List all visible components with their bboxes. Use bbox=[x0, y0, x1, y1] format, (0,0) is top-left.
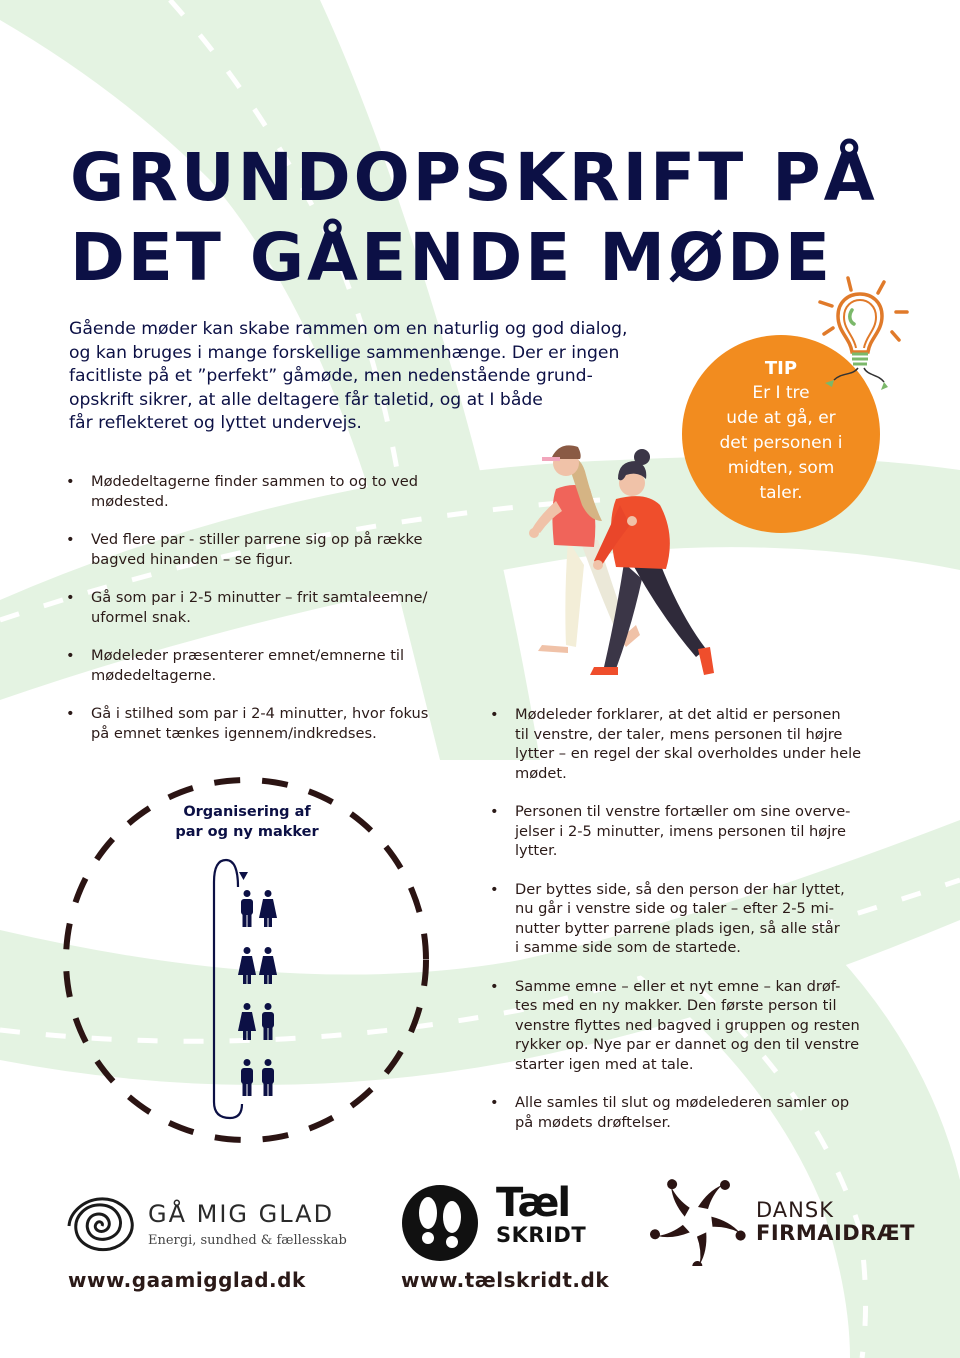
step-text: venstre flyttes ned bagved i gruppen og resten bbox=[515, 1016, 860, 1034]
step-text: nutter bytter parrene plads igen, så alle står bbox=[515, 919, 840, 937]
bullet: • bbox=[66, 589, 75, 606]
step-text: Personen til venstre fortæller om sine overve- bbox=[515, 803, 851, 820]
bullet: • bbox=[490, 880, 499, 898]
diagram-title-line: par og ny makker bbox=[175, 824, 319, 840]
step-text: til venstre, der taler, mens personen til højre bbox=[515, 725, 843, 743]
tip-line: midten, som bbox=[727, 458, 835, 478]
step-text: starter igen med at tale. bbox=[515, 1055, 694, 1073]
step-text: rykker op. Nye par er dannet og den til venstre bbox=[515, 1036, 860, 1053]
diagram-title-line: Organisering af bbox=[183, 804, 311, 820]
tip-title: TIP bbox=[764, 358, 798, 379]
man-icon bbox=[262, 1059, 274, 1096]
people-icons bbox=[238, 890, 277, 1096]
dansk-firmaidraet-logo bbox=[650, 1176, 916, 1266]
step-text: jelser i 2-5 minutter, imens personen til højre bbox=[515, 822, 846, 840]
steps-list-right bbox=[490, 705, 910, 1151]
tip-line: taler. bbox=[759, 483, 803, 503]
step-text: på mødets drøftelser. bbox=[515, 1113, 671, 1131]
pair-organisation-diagram bbox=[52, 772, 442, 1154]
bullet: • bbox=[490, 1094, 499, 1111]
step-text: i samme side som de startede. bbox=[515, 939, 741, 956]
diagram-title bbox=[52, 802, 442, 842]
step-item bbox=[490, 802, 910, 861]
bullet: • bbox=[490, 706, 499, 723]
step-text: mødedeltagerne. bbox=[91, 666, 217, 684]
intro-line: Gående møder kan skabe rammen om en naturlig og god dialog, bbox=[69, 319, 628, 339]
gaa-mig-glad-name: GÅ MIG GLAD bbox=[148, 1200, 335, 1228]
bullet: • bbox=[66, 705, 75, 722]
intro-line: og kan bruges i mange forskellige sammenhænge. Der er ingen bbox=[69, 342, 620, 363]
title-line-1: GRUNDOPSKRIFT PÅ bbox=[70, 139, 878, 216]
star-figures-icon bbox=[650, 1176, 746, 1266]
step-text: uformel snak. bbox=[91, 608, 191, 626]
taelskridt-logo bbox=[400, 1180, 600, 1263]
step-text: Mødeleder forklarer, at det altid er personen bbox=[515, 706, 841, 723]
step-item bbox=[66, 588, 466, 627]
intro-line: opskrift sikrer, at alle deltagere får taletid, og at I både bbox=[69, 389, 543, 410]
step-text: bagved hinanden – se figur. bbox=[91, 550, 294, 568]
title-line-2: DET GÅENDE MØDE bbox=[70, 219, 833, 296]
man-icon bbox=[241, 1059, 253, 1096]
taelskridt-word2: SKRIDT bbox=[496, 1223, 587, 1247]
tip-line: det personen i bbox=[719, 433, 843, 453]
step-text: Der byttes side, så den person der har lyttet, bbox=[515, 880, 845, 898]
step-text: på emnet tænkes igennem/indkredses. bbox=[91, 724, 377, 742]
spiral-icon bbox=[66, 1194, 138, 1256]
dansk-firmaidraet-word1: DANSK bbox=[756, 1198, 834, 1222]
step-item bbox=[66, 704, 466, 743]
steps-list-left bbox=[66, 472, 466, 762]
bullet: • bbox=[66, 647, 75, 664]
step-item bbox=[490, 1093, 910, 1132]
walking-people-illustration bbox=[520, 435, 730, 685]
footprints-icon bbox=[400, 1183, 480, 1263]
bullet: • bbox=[490, 803, 499, 820]
step-text: lytter. bbox=[515, 842, 558, 859]
step-text: Mødedeltagerne finder sammen to og to ved bbox=[91, 473, 419, 490]
tip-line: Er I tre bbox=[752, 383, 810, 403]
tip-line: ude at gå, er bbox=[726, 408, 836, 428]
gaa-mig-glad-logo bbox=[66, 1190, 356, 1260]
dansk-firmaidraet-word2: FIRMAIDRÆT bbox=[756, 1221, 916, 1245]
woman-icon bbox=[259, 947, 277, 984]
bullet: • bbox=[66, 473, 75, 490]
step-item bbox=[66, 530, 466, 569]
taelskridt-link[interactable]: www.tælskridt.dk bbox=[401, 1268, 610, 1292]
step-text: mødet. bbox=[515, 764, 567, 782]
step-item bbox=[66, 646, 466, 685]
step-text: Alle samles til slut og mødelederen samler op bbox=[515, 1094, 850, 1111]
step-item bbox=[490, 880, 910, 958]
woman-icon bbox=[238, 947, 256, 984]
intro-line: får reflekteret og lyttet undervejs. bbox=[69, 413, 362, 434]
step-item bbox=[490, 977, 910, 1075]
woman-icon bbox=[259, 890, 277, 927]
man-icon bbox=[241, 890, 253, 927]
gaa-mig-glad-link[interactable]: www.gaamigglad.dk bbox=[68, 1268, 306, 1292]
man-icon bbox=[262, 1003, 274, 1040]
step-text: lytter – en regel der skal overholdes under hele bbox=[515, 745, 862, 762]
step-text: mødested. bbox=[91, 492, 169, 510]
step-text: Samme emne – eller et nyt emne – kan drøf- bbox=[515, 977, 841, 995]
step-item bbox=[66, 472, 466, 511]
lightbulb-icon bbox=[812, 272, 912, 392]
step-text: Gå som par i 2-5 minutter – frit samtaleemne/ bbox=[91, 589, 428, 606]
bullet: • bbox=[66, 531, 75, 548]
intro-paragraph bbox=[69, 318, 689, 436]
woman-icon bbox=[238, 1003, 256, 1040]
step-text: nu går i venstre side og taler – efter 2-5 mi- bbox=[515, 900, 835, 917]
page-title bbox=[70, 138, 878, 298]
step-item bbox=[490, 705, 910, 783]
taelskridt-word1: Tæl bbox=[496, 1180, 570, 1226]
bullet: • bbox=[490, 977, 499, 995]
step-text: tes med en ny makker. Den første person til bbox=[515, 997, 837, 1014]
step-text: Gå i stilhed som par i 2-4 minutter, hvor fokus bbox=[91, 705, 429, 722]
step-text: Mødeleder præsenterer emnet/emnerne til bbox=[91, 647, 405, 664]
gaa-mig-glad-tagline: Energi, sundhed & fællesskab bbox=[148, 1233, 347, 1248]
step-text: Ved flere par - stiller parrene sig op på række bbox=[91, 531, 423, 548]
intro-line: facitliste på et ”perfekt” gåmøde, men nedenstående grund- bbox=[69, 366, 593, 387]
